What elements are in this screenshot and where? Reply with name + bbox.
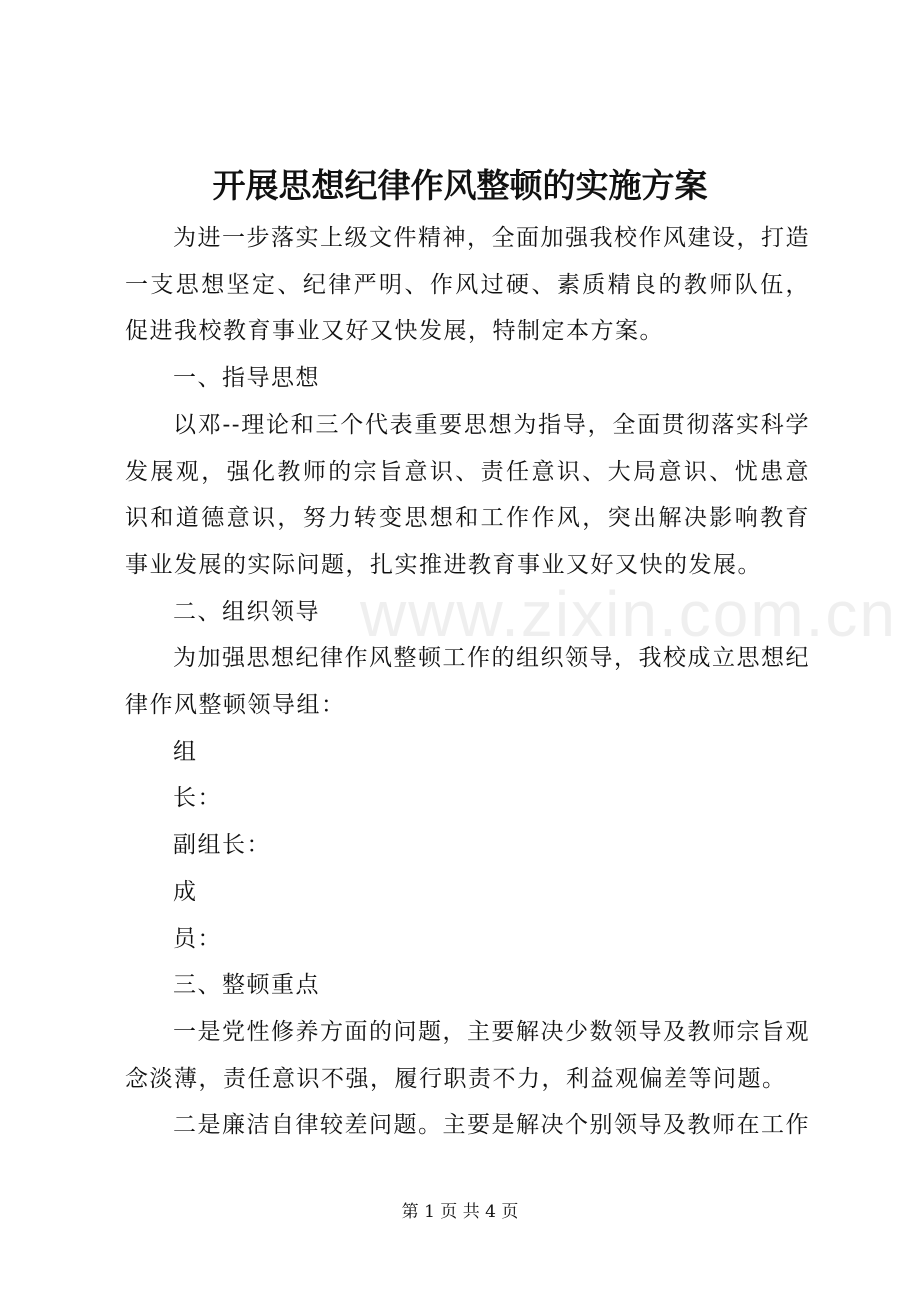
leader-label-part2: 长： <box>173 785 222 812</box>
document-title: 开展思想纪律作风整顿的实施方案 <box>212 166 708 205</box>
paragraph-intro: 为进一步落实上级文件精神，全面加强我校作风建设，打造一支思想坚定、纪律严明、作风过硬、素质精良的教师队伍，促进我校教育事业又好又快发展，特制定本方案。 <box>125 225 810 345</box>
member-label-part1: 成 <box>173 878 198 905</box>
watermark: www.zixin.com.cn <box>360 578 897 650</box>
leader-label-part1: 组 <box>173 738 198 765</box>
section-heading-rectification-focus: 三、整顿重点 <box>173 972 320 999</box>
paragraph-organization: 为加强思想纪律作风整顿工作的组织领导，我校成立思想纪律作风整顿领导组： <box>125 645 810 719</box>
paragraph-focus-one: 一是党性修养方面的问题，主要解决少数领导及教师宗旨观念淡薄，责任意识不强，履行职责不力，利益观偏差等问题。 <box>125 1018 810 1092</box>
document-body <box>125 215 810 1149</box>
page-footer: 第 1 页 共 4 页 <box>401 1202 519 1222</box>
deputy-leader-label: 副组长： <box>173 832 271 859</box>
section-heading-organization: 二、组织领导 <box>173 598 320 625</box>
member-label-part2: 员： <box>173 925 222 952</box>
paragraph-guiding-thought: 以邓--理论和三个代表重要思想为指导，全面贯彻落实科学发展观，强化教师的宗旨意识、责任意识、大局意识、忧患意识和道德意识，努力转变思想和工作作风，突出解决影响教育事业发展的实际问题，扎实推进教育事业又好又快的发展。 <box>125 411 810 578</box>
paragraph-focus-two: 二是廉洁自律较差问题。主要是解决个别领导及教师在工作 <box>173 1112 810 1139</box>
section-heading-guiding-thought: 一、指导思想 <box>173 365 320 392</box>
